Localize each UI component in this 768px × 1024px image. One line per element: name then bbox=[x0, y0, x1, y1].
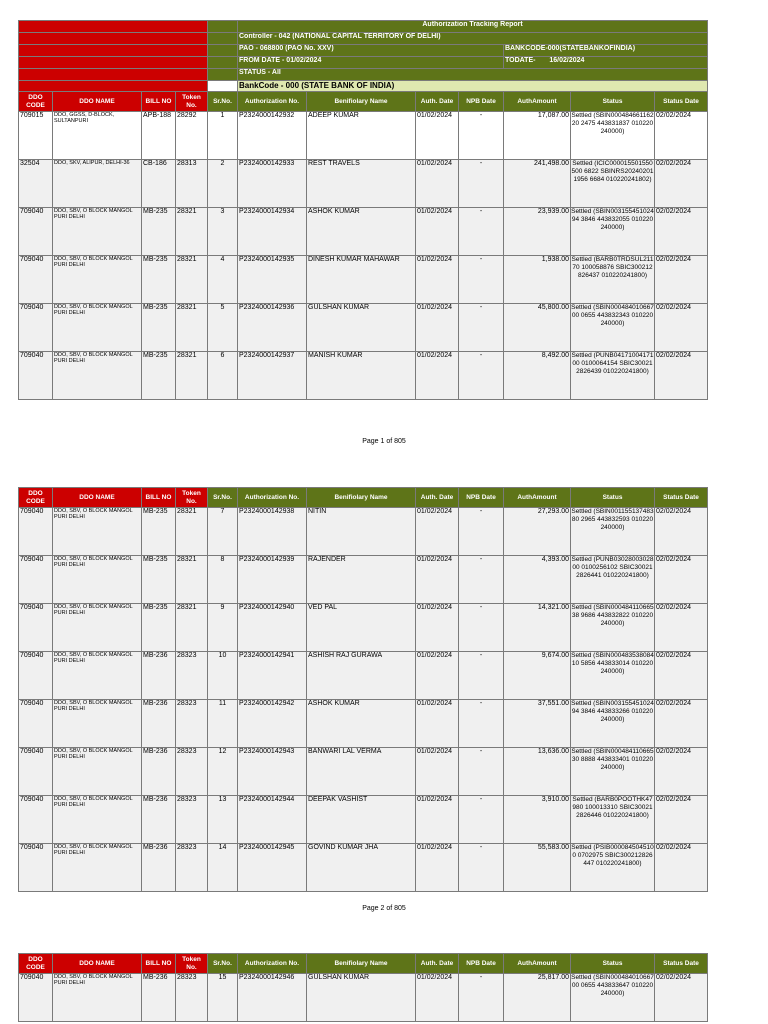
authorization-no-cell: P2324000142933 bbox=[238, 160, 307, 208]
status-cell bbox=[571, 160, 655, 208]
authorization-no-cell: P2324000142942 bbox=[238, 700, 307, 748]
status-cell bbox=[571, 256, 655, 304]
sr-no-cell: 7 bbox=[208, 508, 238, 556]
col-token-no: Token No. bbox=[176, 954, 208, 974]
col-ddo-code: DDO CODE bbox=[19, 488, 53, 508]
col-authorization-no: Authorization No. bbox=[238, 954, 307, 974]
npb-date-cell: - bbox=[459, 844, 504, 892]
col-status-date: Status Date bbox=[655, 954, 708, 974]
npb-date-cell: - bbox=[459, 748, 504, 796]
status-text: Settled (SBIN00048411066530 8888 443833401 010220240000) bbox=[571, 748, 654, 771]
status-cell bbox=[571, 844, 655, 892]
status-date-cell: 02/02/2024 bbox=[655, 700, 708, 748]
bill-no-cell: MB-236 bbox=[142, 844, 176, 892]
sr-no-cell: 1 bbox=[208, 112, 238, 160]
status-text: Settled (SBIN00115513748380 2965 443832593 010220240000) bbox=[571, 508, 654, 531]
sr-no-cell: 9 bbox=[208, 604, 238, 652]
ddo-code-cell: 709040 bbox=[19, 556, 53, 604]
beneficiary-name-cell: BANWARI LAL VERMA bbox=[307, 748, 416, 796]
auth-amount-cell: 3,910.00 bbox=[504, 796, 571, 844]
status-text: Settled (SBIN00048466116220 2475 443831837 010220240000) bbox=[571, 112, 654, 135]
table-row bbox=[19, 304, 708, 352]
ddo-name-cell: DDO, SKV, ALIPUR, DELHI-36 bbox=[53, 160, 142, 208]
table-row bbox=[19, 112, 708, 160]
status-date-cell: 02/02/2024 bbox=[655, 352, 708, 400]
col-status: Status bbox=[571, 954, 655, 974]
status-cell bbox=[571, 304, 655, 352]
npb-date-cell: - bbox=[459, 604, 504, 652]
ddo-code-cell: 709040 bbox=[19, 508, 53, 556]
status-cell bbox=[571, 112, 655, 160]
status-date-cell: 02/02/2024 bbox=[655, 208, 708, 256]
col-status-date: Status Date bbox=[655, 488, 708, 508]
ddo-name-cell: DDO, SBV, O BLOCK MANGOL PURI DELHI bbox=[53, 844, 142, 892]
todate-value: 16/02/2024 bbox=[549, 57, 585, 64]
status-date-cell: 02/02/2024 bbox=[655, 160, 708, 208]
beneficiary-name-cell: DINESH KUMAR MAHAWAR bbox=[307, 256, 416, 304]
table-row bbox=[19, 974, 708, 1022]
ddo-code-cell: 709040 bbox=[19, 256, 53, 304]
table-row bbox=[19, 604, 708, 652]
sr-no-cell: 5 bbox=[208, 304, 238, 352]
auth-amount-cell: 45,800.00 bbox=[504, 304, 571, 352]
auth-date-cell: 01/02/2024 bbox=[416, 604, 459, 652]
authorization-no-cell: P2324000142944 bbox=[238, 796, 307, 844]
ddo-name-cell: DDO, SBV, O BLOCK MANGOL PURI DELHI bbox=[53, 652, 142, 700]
sr-no-cell: 6 bbox=[208, 352, 238, 400]
token-cell: 28313 bbox=[176, 160, 208, 208]
status-text: Settled (SBIN00315545102494 3846 443832055 010220240000) bbox=[571, 208, 654, 231]
ddo-code-cell: 709040 bbox=[19, 796, 53, 844]
status-date-cell: 02/02/2024 bbox=[655, 748, 708, 796]
from-date-label: FROM DATE - 01/02/2024 bbox=[238, 57, 504, 69]
status-filter-label: STATUS - All bbox=[238, 69, 708, 81]
status-text: Settled (SBIN00048401066700 0655 443833647 010220240000) bbox=[571, 974, 654, 997]
beneficiary-name-cell: ADEEP KUMAR bbox=[307, 112, 416, 160]
column-header-row bbox=[19, 488, 708, 508]
authorization-no-cell: P2324000142936 bbox=[238, 304, 307, 352]
sr-no-cell: 4 bbox=[208, 256, 238, 304]
status-text: Settled (BARB0TRDSUL21170 100058876 SBIC300212826437 010220241800) bbox=[571, 256, 654, 279]
status-date-cell: 02/02/2024 bbox=[655, 974, 708, 1022]
beneficiary-name-cell: ASHISH RAJ GURAWA bbox=[307, 652, 416, 700]
ddo-name-cell: DDO, SBV, O BLOCK MANGOL PURI DELHI bbox=[53, 556, 142, 604]
col-authorization-no: Authorization No. bbox=[238, 92, 307, 112]
sr-no-cell: 8 bbox=[208, 556, 238, 604]
bill-no-cell: MB-236 bbox=[142, 700, 176, 748]
col-token-no: Token No. bbox=[176, 92, 208, 112]
sr-no-cell: 12 bbox=[208, 748, 238, 796]
auth-amount-cell: 55,583.00 bbox=[504, 844, 571, 892]
token-cell: 28323 bbox=[176, 652, 208, 700]
bill-no-cell: MB-235 bbox=[142, 508, 176, 556]
table-row bbox=[19, 652, 708, 700]
status-cell bbox=[571, 796, 655, 844]
sr-no-cell: 3 bbox=[208, 208, 238, 256]
npb-date-cell: - bbox=[459, 208, 504, 256]
beneficiary-name-cell: RAJENDER bbox=[307, 556, 416, 604]
col-status-date: Status Date bbox=[655, 92, 708, 112]
auth-amount-cell: 27,293.00 bbox=[504, 508, 571, 556]
ddo-name-cell: DDO, GGSS, D-BLOCK, SULTANPURI bbox=[53, 112, 142, 160]
ddo-name-cell: DDO, SBV, O BLOCK MANGOL PURI DELHI bbox=[53, 974, 142, 1022]
status-date-cell: 02/02/2024 bbox=[655, 304, 708, 352]
beneficiary-name-cell: GOVIND KUMAR JHA bbox=[307, 844, 416, 892]
sr-no-cell: 13 bbox=[208, 796, 238, 844]
auth-amount-cell: 9,674.00 bbox=[504, 652, 571, 700]
ddo-name-cell: DDO, SBV, O BLOCK MANGOL PURI DELHI bbox=[53, 208, 142, 256]
auth-date-cell: 01/02/2024 bbox=[416, 652, 459, 700]
status-text: Settled (ICIC000015501550500 6822 SBINRS202402011956 6684 010220241802) bbox=[571, 160, 654, 183]
report-rows bbox=[19, 974, 708, 1022]
report-page-2-table bbox=[18, 487, 708, 892]
report-title: Authorization Tracking Report bbox=[238, 21, 708, 33]
ddo-code-cell: 709040 bbox=[19, 352, 53, 400]
status-date-cell: 02/02/2024 bbox=[655, 652, 708, 700]
bill-no-cell: MB-236 bbox=[142, 796, 176, 844]
col-bill-no: BILL NO bbox=[142, 92, 176, 112]
ddo-code-cell: 709040 bbox=[19, 700, 53, 748]
authorization-no-cell: P2324000142939 bbox=[238, 556, 307, 604]
auth-amount-cell: 14,321.00 bbox=[504, 604, 571, 652]
auth-amount-cell: 241,498.00 bbox=[504, 160, 571, 208]
col-auth-amount: AuthAmount bbox=[504, 92, 571, 112]
col-ddo-name: DDO NAME bbox=[53, 92, 142, 112]
ddo-name-cell: DDO, SBV, O BLOCK MANGOL PURI DELHI bbox=[53, 508, 142, 556]
controller-label: Controller - 042 (NATIONAL CAPITAL TERRITORY OF DELHI) bbox=[238, 33, 708, 45]
page-footer: Page 2 of 805 bbox=[362, 905, 406, 912]
col-status: Status bbox=[571, 92, 655, 112]
authorization-no-cell: P2324000142945 bbox=[238, 844, 307, 892]
auth-amount-cell: 25,817.00 bbox=[504, 974, 571, 1022]
ddo-name-cell: DDO, SBV, O BLOCK MANGOL PURI DELHI bbox=[53, 796, 142, 844]
ddo-code-cell: 709040 bbox=[19, 652, 53, 700]
col-npb-date: NPB Date bbox=[459, 92, 504, 112]
col-auth-date: Auth. Date bbox=[416, 954, 459, 974]
table-row bbox=[19, 256, 708, 304]
status-cell bbox=[571, 208, 655, 256]
bill-no-cell: MB-236 bbox=[142, 974, 176, 1022]
sr-no-cell: 2 bbox=[208, 160, 238, 208]
auth-amount-cell: 1,938.00 bbox=[504, 256, 571, 304]
beneficiary-name-cell: GULSHAN KUMAR bbox=[307, 304, 416, 352]
col-auth-date: Auth. Date bbox=[416, 92, 459, 112]
col-status: Status bbox=[571, 488, 655, 508]
bill-no-cell: MB-235 bbox=[142, 604, 176, 652]
col-token-no: Token No. bbox=[176, 488, 208, 508]
status-text: Settled (PSIB0000845045100 0702975 SBIC300212826447 010220241800) bbox=[571, 844, 654, 867]
ddo-code-cell: 709040 bbox=[19, 974, 53, 1022]
table-row bbox=[19, 508, 708, 556]
table-row bbox=[19, 352, 708, 400]
column-header-row bbox=[19, 92, 708, 112]
beneficiary-name-cell: MANISH KUMAR bbox=[307, 352, 416, 400]
token-cell: 28323 bbox=[176, 700, 208, 748]
token-cell: 28321 bbox=[176, 352, 208, 400]
token-cell: 28321 bbox=[176, 508, 208, 556]
bill-no-cell: CB-186 bbox=[142, 160, 176, 208]
table-row bbox=[19, 796, 708, 844]
status-text: Settled (PUNB0417100417100 0100064154 SBIC300212826439 010220241800) bbox=[571, 352, 654, 375]
todate-label: TODATE- bbox=[505, 57, 536, 64]
ddo-name-cell: DDO, SBV, O BLOCK MANGOL PURI DELHI bbox=[53, 256, 142, 304]
col-auth-amount: AuthAmount bbox=[504, 488, 571, 508]
npb-date-cell: - bbox=[459, 700, 504, 748]
beneficiary-name-cell: REST TRAVELS bbox=[307, 160, 416, 208]
ddo-code-cell: 709040 bbox=[19, 304, 53, 352]
token-cell: 28323 bbox=[176, 974, 208, 1022]
authorization-no-cell: P2324000142941 bbox=[238, 652, 307, 700]
ddo-code-cell: 32504 bbox=[19, 160, 53, 208]
authorization-no-cell: P2324000142932 bbox=[238, 112, 307, 160]
auth-date-cell: 01/02/2024 bbox=[416, 256, 459, 304]
col-auth-date: Auth. Date bbox=[416, 488, 459, 508]
col-beneficiary-name: Benifiolary Name bbox=[307, 488, 416, 508]
status-cell bbox=[571, 974, 655, 1022]
table-row bbox=[19, 208, 708, 256]
col-npb-date: NPB Date bbox=[459, 954, 504, 974]
status-date-cell: 02/02/2024 bbox=[655, 112, 708, 160]
npb-date-cell: - bbox=[459, 974, 504, 1022]
token-cell: 28321 bbox=[176, 256, 208, 304]
col-beneficiary-name: Benifiolary Name bbox=[307, 954, 416, 974]
col-sr-no: Sr.No. bbox=[208, 92, 238, 112]
token-cell: 28323 bbox=[176, 748, 208, 796]
status-cell bbox=[571, 604, 655, 652]
status-date-cell: 02/02/2024 bbox=[655, 556, 708, 604]
report-header bbox=[19, 21, 708, 92]
bill-no-cell: MB-235 bbox=[142, 208, 176, 256]
npb-date-cell: - bbox=[459, 112, 504, 160]
token-cell: 28292 bbox=[176, 112, 208, 160]
status-date-cell: 02/02/2024 bbox=[655, 844, 708, 892]
status-date-cell: 02/02/2024 bbox=[655, 508, 708, 556]
ddo-name-cell: DDO, SBV, O BLOCK MANGOL PURI DELHI bbox=[53, 700, 142, 748]
status-cell bbox=[571, 556, 655, 604]
auth-date-cell: 01/02/2024 bbox=[416, 700, 459, 748]
npb-date-cell: - bbox=[459, 160, 504, 208]
npb-date-cell: - bbox=[459, 652, 504, 700]
beneficiary-name-cell: GULSHAN KUMAR bbox=[307, 974, 416, 1022]
beneficiary-name-cell: DEEPAK VASHIST bbox=[307, 796, 416, 844]
table-row bbox=[19, 160, 708, 208]
auth-amount-cell: 23,939.00 bbox=[504, 208, 571, 256]
npb-date-cell: - bbox=[459, 352, 504, 400]
col-auth-amount: AuthAmount bbox=[504, 954, 571, 974]
bill-no-cell: MB-235 bbox=[142, 304, 176, 352]
table-row bbox=[19, 844, 708, 892]
authorization-no-cell: P2324000142937 bbox=[238, 352, 307, 400]
auth-date-cell: 01/02/2024 bbox=[416, 508, 459, 556]
auth-amount-cell: 13,636.00 bbox=[504, 748, 571, 796]
page-footer: Page 1 of 805 bbox=[362, 438, 406, 445]
col-authorization-no: Authorization No. bbox=[238, 488, 307, 508]
auth-amount-cell: 37,551.00 bbox=[504, 700, 571, 748]
bill-no-cell: MB-235 bbox=[142, 556, 176, 604]
status-text: Settled (SBIN00048401066700 0655 443832343 010220240000) bbox=[571, 304, 654, 327]
col-ddo-code: DDO CODE bbox=[19, 954, 53, 974]
auth-date-cell: 01/02/2024 bbox=[416, 208, 459, 256]
bill-no-cell: MB-235 bbox=[142, 352, 176, 400]
ddo-name-cell: DDO, SBV, O BLOCK MANGOL PURI DELHI bbox=[53, 304, 142, 352]
authorization-no-cell: P2324000142934 bbox=[238, 208, 307, 256]
status-text: Settled (PUNB0302800302800 0100256102 SBIC300212826441 010220241800) bbox=[571, 556, 654, 579]
report-rows bbox=[19, 508, 708, 892]
bankcode-label: BANKCODE-000(STATEBANKOFINDIA) bbox=[504, 45, 708, 57]
auth-amount-cell: 4,393.00 bbox=[504, 556, 571, 604]
beneficiary-name-cell: ASHOK KUMAR bbox=[307, 208, 416, 256]
column-header-row bbox=[19, 954, 708, 974]
auth-date-cell: 01/02/2024 bbox=[416, 748, 459, 796]
npb-date-cell: - bbox=[459, 256, 504, 304]
status-cell bbox=[571, 652, 655, 700]
bill-no-cell: MB-235 bbox=[142, 256, 176, 304]
authorization-no-cell: P2324000142935 bbox=[238, 256, 307, 304]
bill-no-cell: MB-236 bbox=[142, 652, 176, 700]
status-text: Settled (BARB0POOTHK47980 100013310 SBIC300212826446 010220241800) bbox=[572, 796, 653, 819]
auth-date-cell: 01/02/2024 bbox=[416, 974, 459, 1022]
authorization-no-cell: P2324000142946 bbox=[238, 974, 307, 1022]
token-cell: 28321 bbox=[176, 208, 208, 256]
status-cell bbox=[571, 700, 655, 748]
status-text: Settled (SBIN00048411066538 9686 443832822 010220240000) bbox=[571, 604, 654, 627]
col-bill-no: BILL NO bbox=[142, 954, 176, 974]
bill-no-cell: MB-236 bbox=[142, 748, 176, 796]
sr-no-cell: 11 bbox=[208, 700, 238, 748]
col-npb-date: NPB Date bbox=[459, 488, 504, 508]
auth-date-cell: 01/02/2024 bbox=[416, 160, 459, 208]
report-page-3-table bbox=[18, 953, 708, 1022]
status-date-cell: 02/02/2024 bbox=[655, 256, 708, 304]
report-rows bbox=[19, 112, 708, 400]
npb-date-cell: - bbox=[459, 796, 504, 844]
authorization-no-cell: P2324000142938 bbox=[238, 508, 307, 556]
authorization-no-cell: P2324000142940 bbox=[238, 604, 307, 652]
auth-amount-cell: 8,492.00 bbox=[504, 352, 571, 400]
col-beneficiary-name: Benifiolary Name bbox=[307, 92, 416, 112]
npb-date-cell: - bbox=[459, 556, 504, 604]
token-cell: 28321 bbox=[176, 556, 208, 604]
token-cell: 28321 bbox=[176, 304, 208, 352]
npb-date-cell: - bbox=[459, 508, 504, 556]
table-row bbox=[19, 700, 708, 748]
status-date-cell: 02/02/2024 bbox=[655, 604, 708, 652]
report-page-1-table bbox=[18, 20, 708, 400]
auth-date-cell: 01/02/2024 bbox=[416, 844, 459, 892]
ddo-code-cell: 709040 bbox=[19, 604, 53, 652]
col-sr-no: Sr.No. bbox=[208, 488, 238, 508]
pao-label: PAO - 068800 (PAO No. XXV) bbox=[238, 45, 504, 57]
ddo-code-cell: 709015 bbox=[19, 112, 53, 160]
bill-no-cell: APB-188 bbox=[142, 112, 176, 160]
ddo-code-cell: 709040 bbox=[19, 208, 53, 256]
authorization-no-cell: P2324000142943 bbox=[238, 748, 307, 796]
col-sr-no: Sr.No. bbox=[208, 954, 238, 974]
col-ddo-name: DDO NAME bbox=[53, 954, 142, 974]
auth-date-cell: 01/02/2024 bbox=[416, 352, 459, 400]
status-cell bbox=[571, 748, 655, 796]
ddo-code-cell: 709040 bbox=[19, 748, 53, 796]
ddo-code-cell: 709040 bbox=[19, 844, 53, 892]
sr-no-cell: 15 bbox=[208, 974, 238, 1022]
status-date-cell: 02/02/2024 bbox=[655, 796, 708, 844]
col-bill-no: BILL NO bbox=[142, 488, 176, 508]
bank-section-label: BankCode - 000 (STATE BANK OF INDIA) bbox=[238, 81, 708, 92]
beneficiary-name-cell: VED PAL bbox=[307, 604, 416, 652]
token-cell: 28323 bbox=[176, 844, 208, 892]
npb-date-cell: - bbox=[459, 304, 504, 352]
table-row bbox=[19, 748, 708, 796]
auth-date-cell: 01/02/2024 bbox=[416, 556, 459, 604]
status-cell bbox=[571, 508, 655, 556]
beneficiary-name-cell: ASHOK KUMAR bbox=[307, 700, 416, 748]
col-ddo-name: DDO NAME bbox=[53, 488, 142, 508]
beneficiary-name-cell: NITIN bbox=[307, 508, 416, 556]
auth-date-cell: 01/02/2024 bbox=[416, 304, 459, 352]
auth-amount-cell: 17,087.00 bbox=[504, 112, 571, 160]
status-text: Settled (SBIN00048353808410 5856 443833014 010220240000) bbox=[571, 652, 654, 675]
token-cell: 28323 bbox=[176, 796, 208, 844]
sr-no-cell: 14 bbox=[208, 844, 238, 892]
ddo-name-cell: DDO, SBV, O BLOCK MANGOL PURI DELHI bbox=[53, 604, 142, 652]
auth-date-cell: 01/02/2024 bbox=[416, 796, 459, 844]
token-cell: 28321 bbox=[176, 604, 208, 652]
ddo-name-cell: DDO, SBV, O BLOCK MANGOL PURI DELHI bbox=[53, 352, 142, 400]
sr-no-cell: 10 bbox=[208, 652, 238, 700]
col-ddo-code: DDO CODE bbox=[19, 92, 53, 112]
table-row bbox=[19, 556, 708, 604]
ddo-name-cell: DDO, SBV, O BLOCK MANGOL PURI DELHI bbox=[53, 748, 142, 796]
status-cell bbox=[571, 352, 655, 400]
auth-date-cell: 01/02/2024 bbox=[416, 112, 459, 160]
status-text: Settled (SBIN00315545102494 3846 443833266 010220240000) bbox=[571, 700, 654, 723]
